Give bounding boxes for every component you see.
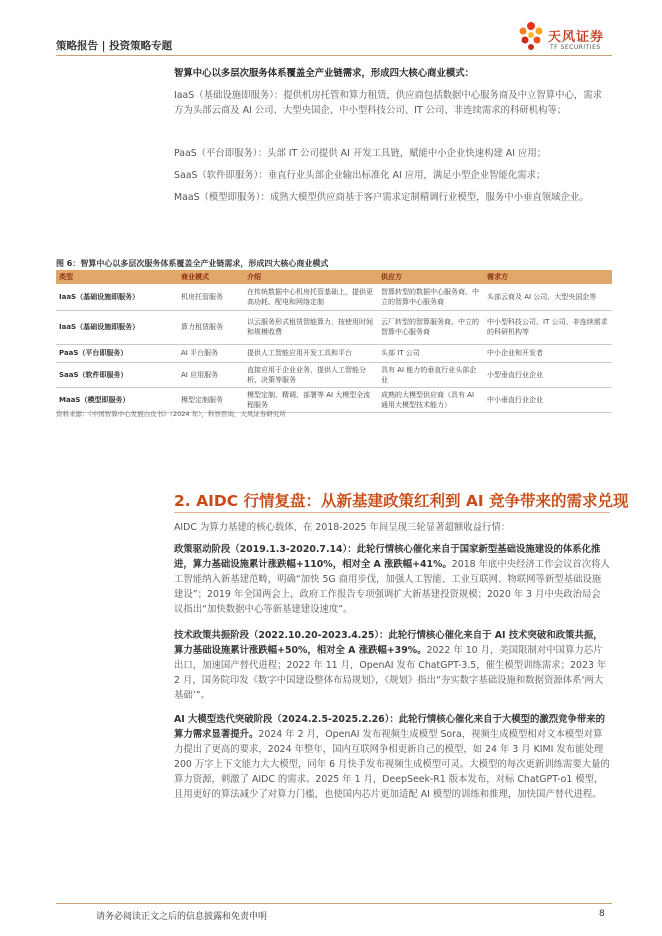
figure-source: 资料来源：《中国智算中心发展白皮书》（2024 年），科智咨询，天风证券研究所 xyxy=(56,410,286,418)
table-cell: AI 平台服务 xyxy=(178,344,244,362)
table-cell: 提供人工智能应用开发工具和平台 xyxy=(244,344,378,362)
footer-divider xyxy=(56,903,612,904)
header-supplier: 供应方 xyxy=(378,270,484,284)
table-cell: 模型定制、精调、部署等 AI 大模型全流程服务 xyxy=(244,387,378,412)
intro-maas: MaaS（模型即服务）：成熟大模型供应商基于客户需求定制精调行业模型，服务中小垂直领域企业。 xyxy=(174,192,589,203)
table-cell: 模型定制服务 xyxy=(178,387,244,412)
table-cell: 直接应用于企业业务，提供人工智能分析、决策等服务 xyxy=(244,362,378,387)
table-cell: 头部云商及 AI 公司、大型央国企等 xyxy=(484,284,612,310)
table-cell: 机房托管服务 xyxy=(178,284,244,310)
stage-2-paragraph xyxy=(174,628,610,703)
stage-3-paragraph xyxy=(174,712,610,802)
table-cell: 智算转型的数据中心服务商、中立的智算中心服务商 xyxy=(378,284,484,310)
stage-1-body: 2018 年底中央经济工作会议首次将人工智能纳入新基建范畴，明确“加快 5G 商用步伐，加强人工智能、工业互联网、物联网等新型基础设施建设”；2019 年全国两会上，政府工作报告专项强调扩大新基建投资规模；2020 年 3 月中央政治局会议指出“加快数据中心等新基建建设速度”。 xyxy=(174,559,610,615)
intro-iaas: IaaS（基础设施即服务）：提供机房托管和算力租赁，供应商包括数据中心服务商及中立智算中心，需求方为头部云商及 AI 公司、大型央国企、中小型科技公司、IT 公司、非连续需求的科研机构等； xyxy=(174,90,603,116)
table-cell: IaaS（基础设施即服务） xyxy=(56,284,178,310)
business-model-table xyxy=(56,270,612,413)
footer-disclaimer: 请务必阅读正文之后的信息披露和免责申明 xyxy=(96,912,268,922)
intro-headline: 智算中心以多层次服务体系覆盖全产业链需求，形成四大核心商业模式： xyxy=(174,68,475,79)
table-cell: 具有 AI 能力的垂直行业头部企业 xyxy=(378,362,484,387)
figure-title: 图 6：智算中心以多层次服务体系覆盖全产业链需求，形成四大核心商业模式 xyxy=(56,259,329,268)
header-model: 商业模式 xyxy=(178,270,244,284)
table-cell: MaaS（模型即服务） xyxy=(56,387,178,412)
table-row xyxy=(56,344,612,362)
section-title: 2. AIDC 行情复盘：从新基建政策红利到 AI 竞争带来的需求兑现 xyxy=(174,492,629,510)
table-cell: SaaS（软件即服务） xyxy=(56,362,178,387)
table-cell: 算力租赁服务 xyxy=(178,310,244,344)
section-lead: AIDC 为算力基建的核心载体，在 2018-2025 年间呈现三轮显著超额收益行情： xyxy=(174,522,511,533)
header-divider xyxy=(56,55,612,56)
table-cell: 在传统数据中心机房托管基础上，提供更高功耗、配电和网络定制 xyxy=(244,284,378,310)
stage-3-body: 2024 年 2 月，OpenAI 发布视频生成模型 Sora，视频生成模型相对文本模型对算力提出了更高的要求，2024 年整年，国内互联网争相更新自己的模型，如 24 年 3 月 KIMI 发布能处理 200 万字上下文能力大大模型，同年 6 月快手发布视频生成模型可灵。大模型的每次更新训练需要大量的算力资源，刺激了 AIDC 的需求。2025 年 1 月，DeepSeek-R1 版本发布，对标 ChatGPT-o1 模型，且用更好的算法减少了对算力门槛，也使国内芯片更加适配 AI 模型的训练和推理，加快国产替代进程。 xyxy=(174,729,610,800)
section-divider xyxy=(174,512,610,513)
table-cell: IaaS（基础设施即服务） xyxy=(56,310,178,344)
logo-cn: 天风证券 xyxy=(548,30,605,45)
table-cell: 中小型科技公司、IT 公司、非连续需求的科研机构等 xyxy=(484,310,612,344)
table-cell: 中小垂直行业企业 xyxy=(484,387,612,412)
table-cell: PaaS（平台即服务） xyxy=(56,344,178,362)
table-cell: AI 应用服务 xyxy=(178,362,244,387)
header-intro: 介绍 xyxy=(244,270,378,284)
logo-flower-icon xyxy=(516,20,546,54)
table-cell: 小型垂直行业企业 xyxy=(484,362,612,387)
table-cell: 以云服务形式租赁智能算力，按使用时间和规模收费 xyxy=(244,310,378,344)
table-row xyxy=(56,310,612,344)
stage-1-head: 政策驱动阶段（2019.1.3-2020.7.14）：此轮行情核心催化来自于国家新型基础设施建设的体系化推进，算力基础设施累计涨跌幅+110%，相对全 A 涨跌幅+41%。 xyxy=(174,544,601,570)
table-row xyxy=(56,284,612,310)
page-number: 8 xyxy=(599,909,605,919)
company-logo xyxy=(516,20,616,54)
table-cell: 成熟的大模型供应商（具有 AI 通用大模型技术能力） xyxy=(378,387,484,412)
stage-1-paragraph xyxy=(174,542,610,617)
table-cell: 头部 IT 公司 xyxy=(378,344,484,362)
logo-en: TF SECURITIES xyxy=(550,44,601,51)
intro-saas: SaaS（软件即服务）：垂直行业头部企业输出标准化 AI 应用，满足小型企业智能化需求； xyxy=(174,170,546,181)
report-category: 策略报告 | 投资策略专题 xyxy=(56,40,173,52)
stage-2-body: 2022 年 10 月，美国限制对中国算力芯片出口，加速国产替代进程；2022 年 11 月，OpenAI 发布 ChatGPT-3.5，催生模型训练需求；2023 年 2 月，国务院印发《数字中国建设整体布局规划》，《规划》指出“夯实数字基础设施和数据资源体系‘两大基础’”。 xyxy=(174,645,607,701)
header-demand: 需求方 xyxy=(484,270,612,284)
table-header-row xyxy=(56,270,612,284)
table-cell: 中小企业和开发者 xyxy=(484,344,612,362)
stage-3-head: AI 大模型迭代突破阶段（2024.2.5-2025.2.26）：此轮行情核心催化来自于大模型的激烈竞争带来的算力需求显著提升。 xyxy=(174,714,606,740)
table-cell: 云厂转型的智算服务商、中立的智算中心服务商 xyxy=(378,310,484,344)
stage-2-head: 技术政策共振阶段（2022.10.20-2023.4.25）：此轮行情核心催化来自于 AI 技术突破和政策共振，算力基础设施累计涨跌幅+50%，相对全 A 涨跌幅+39%。 xyxy=(174,630,603,656)
header-type: 类型 xyxy=(56,270,178,284)
intro-paas: PaaS（平台即服务）：头部 IT 公司提供 AI 开发工具链，赋能中小企业快速构建 AI 应用； xyxy=(174,148,547,159)
table-row xyxy=(56,362,612,387)
